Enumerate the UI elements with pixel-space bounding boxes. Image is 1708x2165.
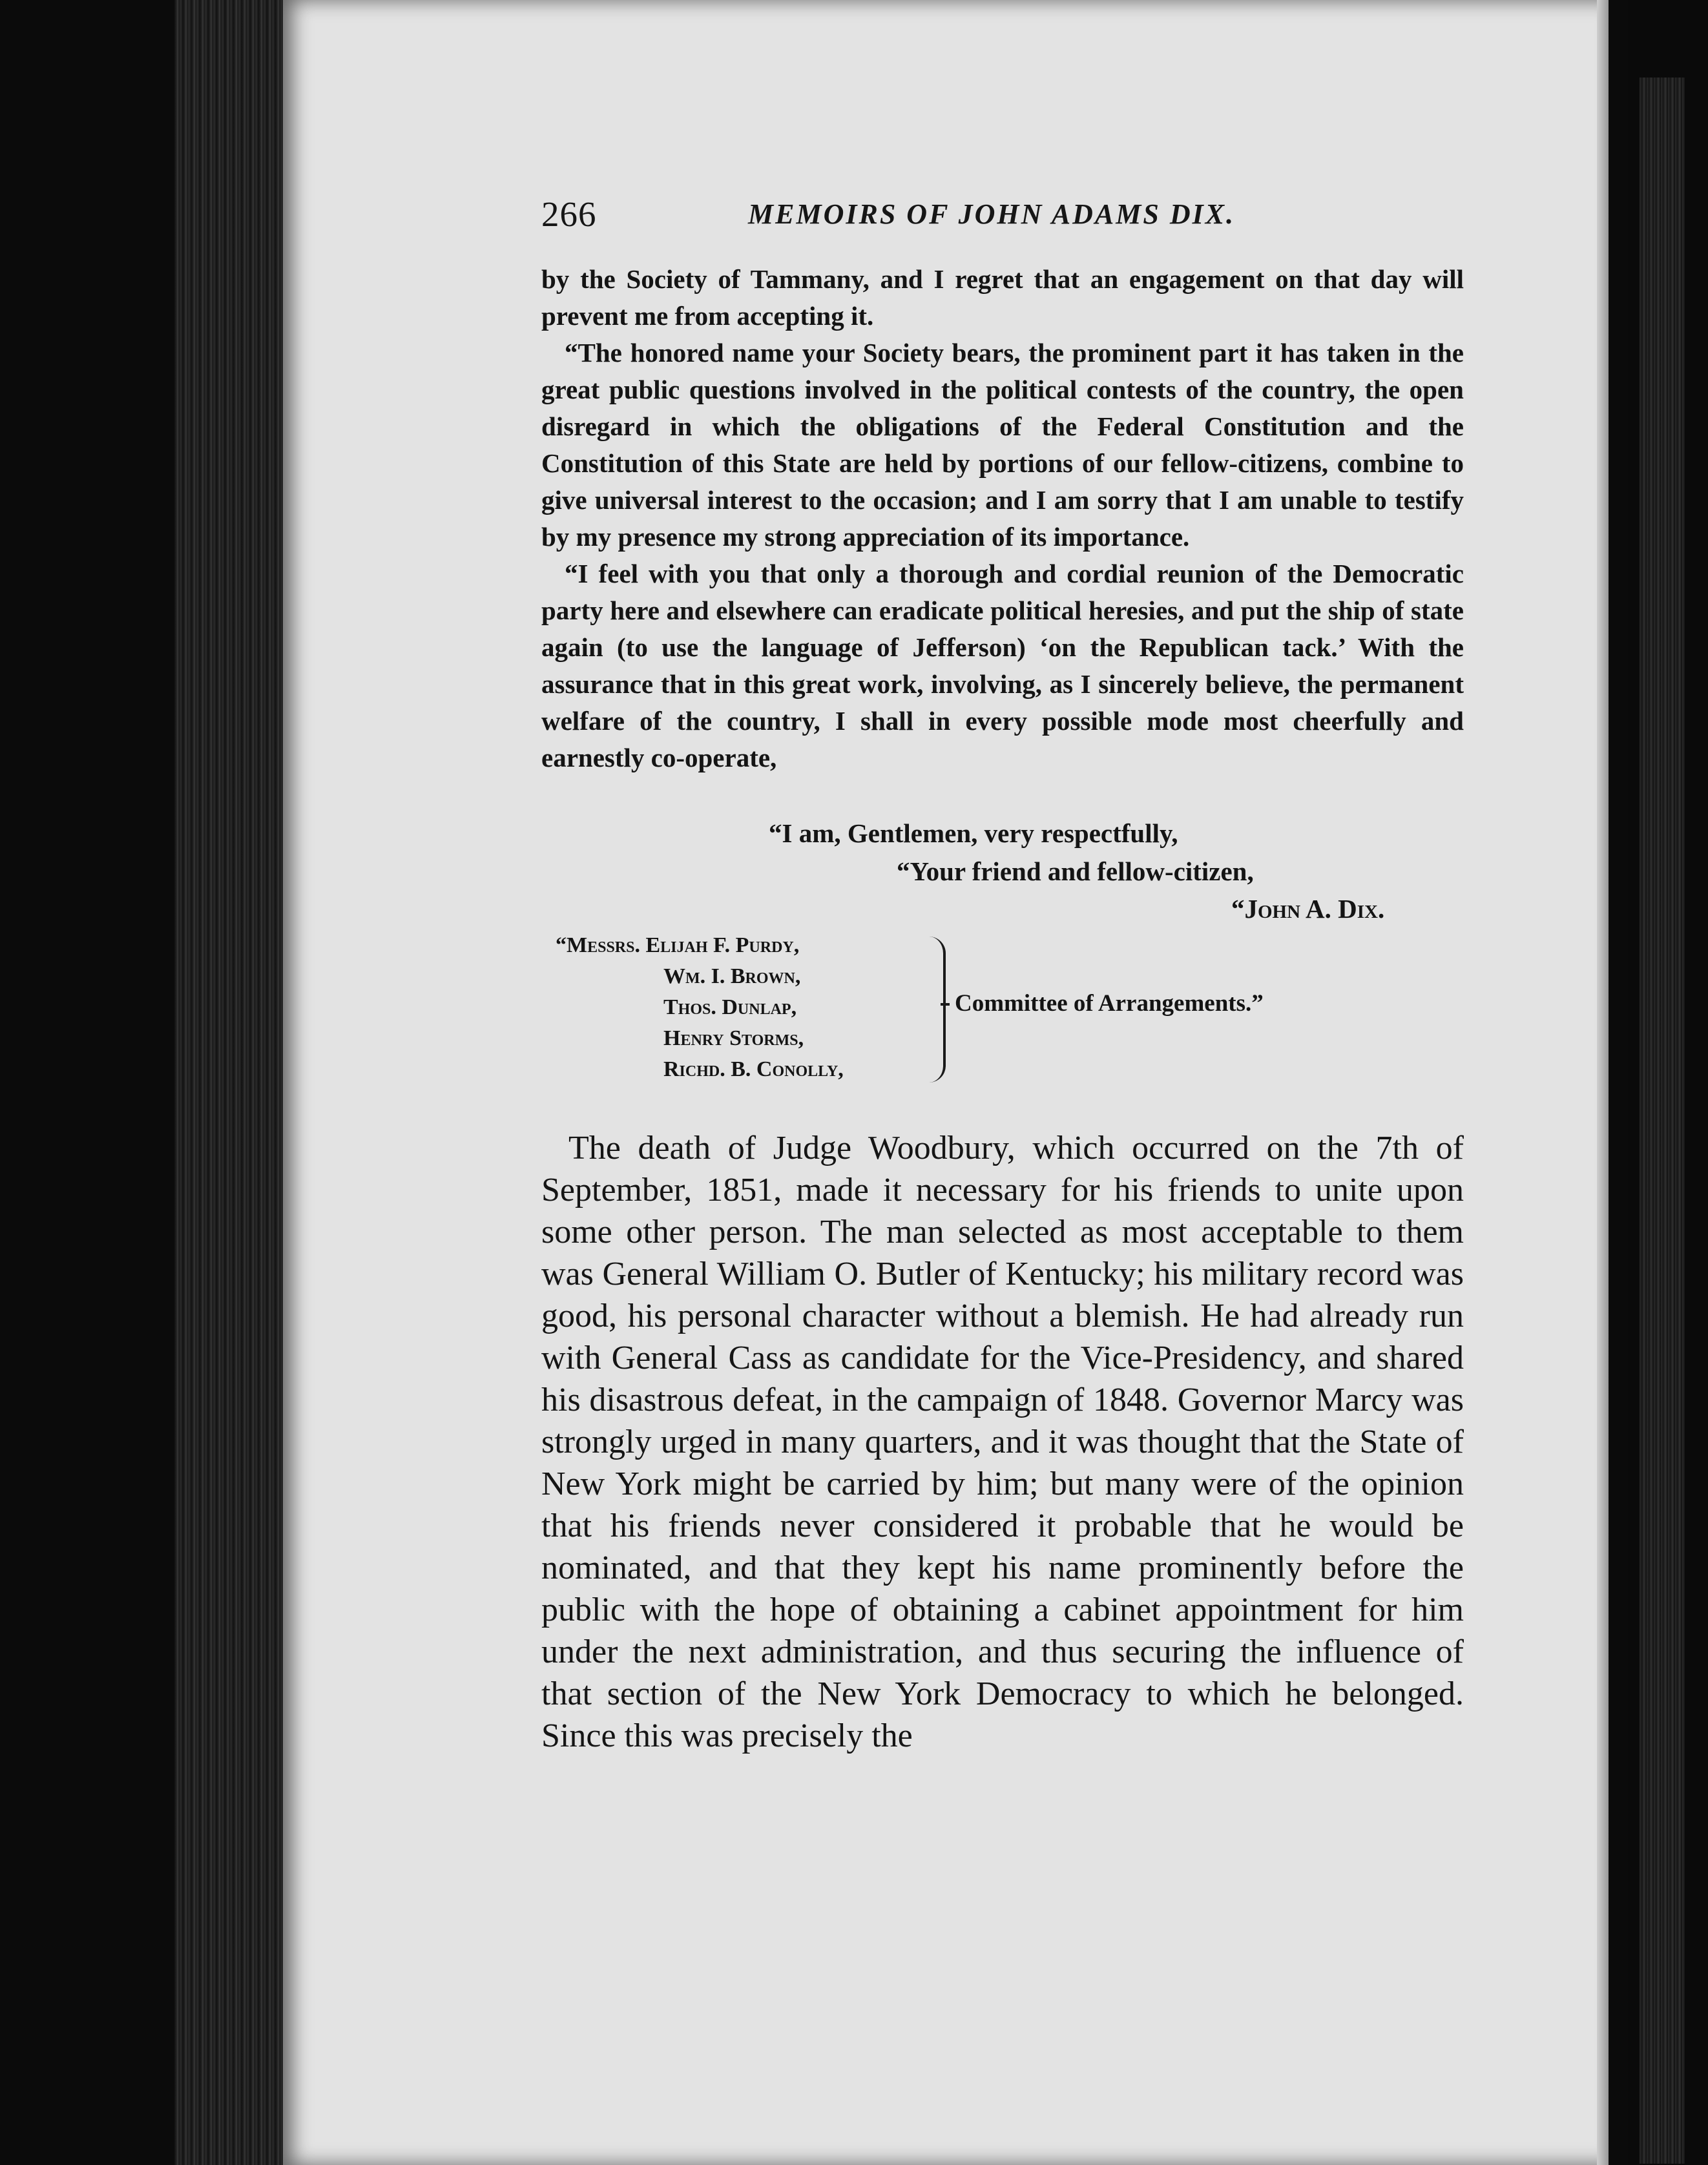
brace	[925, 937, 946, 1082]
main-text	[541, 1127, 1464, 1757]
committee-name: Thos. Dunlap,	[663, 995, 797, 1019]
letter-signature: “John A. Dix.	[1231, 894, 1385, 924]
page-number: 266	[541, 194, 597, 234]
committee-name: Richd. B. Conolly,	[663, 1057, 844, 1081]
page-gutter	[1597, 0, 1609, 2165]
facing-page-edge	[1628, 0, 1708, 2165]
running-head	[541, 194, 1472, 245]
letter-paragraph-3: “I feel with you that only a thorough and cordial reunion of the Democratic party here and elsewhere can eradicate political heresies, and put the ship of state again (to use the language of Jefferson) ‘on the Republican tack.’ With the assurance that in this great work, involving, as I sincerely believe, the permanent welfare of the country, I shall in every possible mode most cheerfully and earnestly co-operate,	[541, 559, 1464, 772]
running-title: MEMOIRS OF JOHN ADAMS DIX.	[748, 198, 1236, 230]
committee-role: Committee of Arrangements.”	[955, 990, 1264, 1017]
committee-names	[556, 930, 844, 1085]
committee-name: “Messrs. Elijah F. Purdy,	[556, 933, 800, 957]
letter-body	[541, 261, 1464, 776]
committee-block	[556, 930, 1395, 1098]
committee-name: Wm. I. Brown,	[663, 964, 801, 988]
letter-closing-1: “I am, Gentlemen, very respectfully,	[769, 818, 1178, 848]
letter-closing-2: “Your friend and fellow-citizen,	[897, 856, 1254, 886]
letter-paragraph-1: by the Society of Tammany, and I regret that an engagement on that day will prevent me from accepting it.	[541, 264, 1464, 331]
brace-tip	[941, 1003, 950, 1006]
book-page-edges	[174, 0, 284, 2165]
facing-page-edge-lines	[1640, 78, 1685, 2164]
letter-paragraph-2: “The honored name your Society bears, the prominent part it has taken in the great public questions involved in the political contests of the country, the open disregard in which the obligations of the Federal Constitution and the Constitution of this State are held by portions of our fellow-citizens, combine to give universal interest to the occasion; and I am sorry that I am unable to testify by my presence my strong appreciation of its importance.	[541, 338, 1464, 552]
committee-name: Henry Storms,	[663, 1026, 804, 1050]
main-paragraph: The death of Judge Woodbury, which occurred on the 7th of September, 1851, made it necessary for his friends to unite upon some other person. The man selected as most acceptable to them was General William O. Butler of Kentucky; his military record was good, his personal character without a blemish. He had already run with General Cass as candidate for the Vice-Presidency, and shared his disastrous defeat, in the campaign of 1848. Governor Marcy was strongly urged in many quarters, and it was thought that the State of New York might be carried by him; but many were of the opinion that his friends never considered it probable that he would be nominated, and that they kept his name prominently before the public with the hope of obtaining a cabinet appointment for him under the next administration, and thus securing the influence of that section of the New York Democracy to which he belonged. Since this was precisely the	[541, 1130, 1464, 1754]
